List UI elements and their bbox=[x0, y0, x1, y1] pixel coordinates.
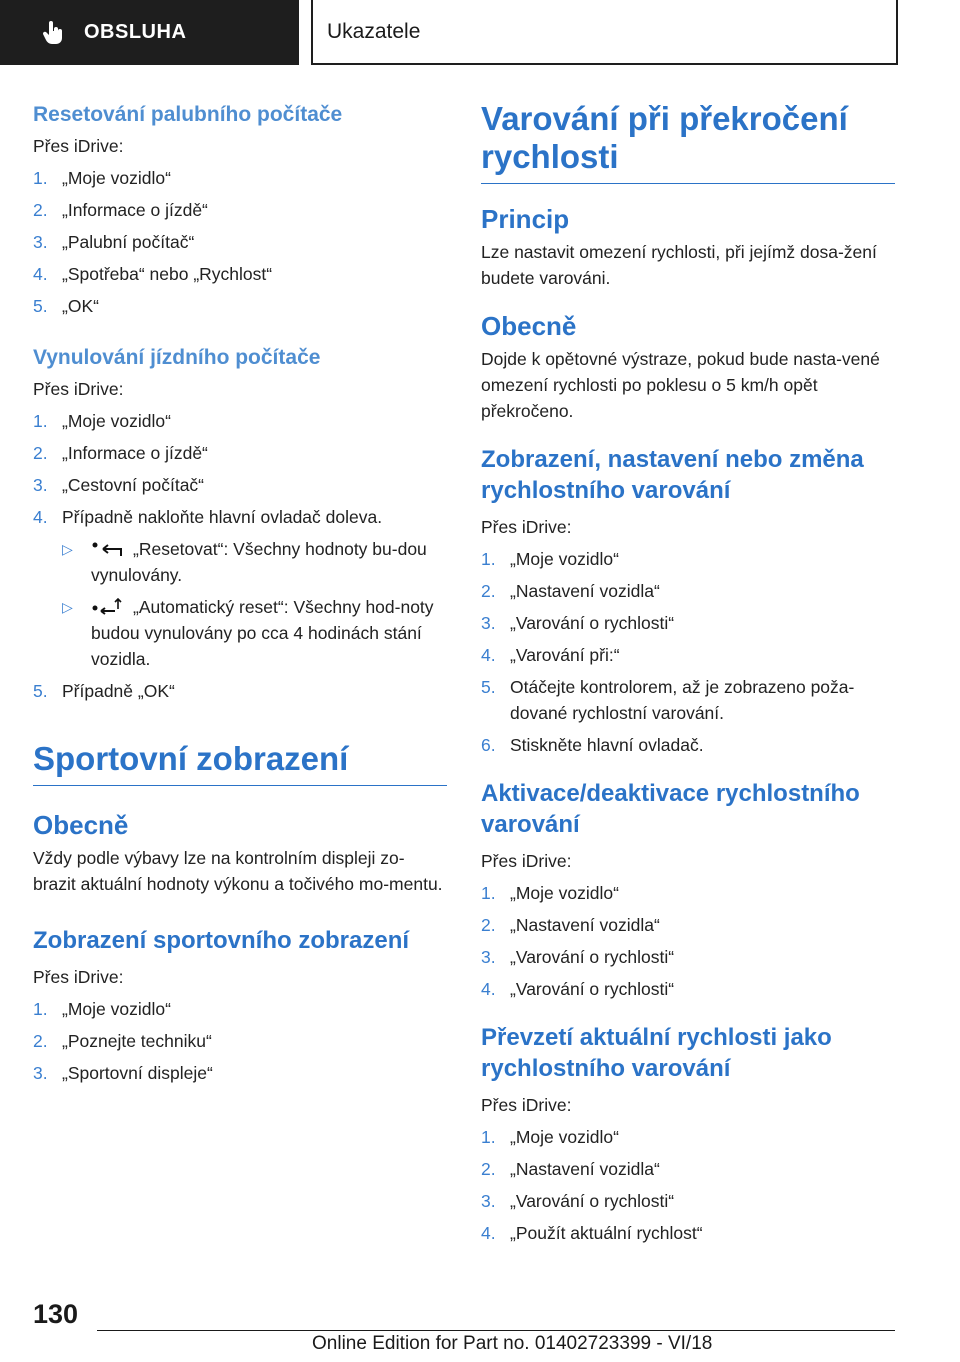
display-intro: Přes iDrive: bbox=[481, 517, 572, 537]
list-item: 3. „Cestovní počítač“ bbox=[33, 475, 204, 495]
sport-display-title: Zobrazení sportovního zobrazení bbox=[33, 927, 410, 954]
adopt-title: Převzetí aktuální rychlosti jako rychlostního varování bbox=[481, 1024, 832, 1082]
display-steps bbox=[481, 546, 895, 758]
sub-list-item: ▷ „Resetovat“: Všechny hodnoty bu‐dou vynulovány. bbox=[62, 539, 427, 585]
list-item: 3. „Palubní počítač“ bbox=[33, 232, 195, 252]
reset-computer-intro: Přes iDrive: bbox=[33, 136, 124, 156]
sport-title: Sportovní zobrazení bbox=[33, 740, 447, 786]
section-label: OBSLUHA bbox=[84, 21, 187, 43]
principle-text: Lze nastavit omezení rychlosti, při jejímž dosa‐žení budete varováni. bbox=[481, 242, 877, 288]
activate-steps bbox=[481, 880, 895, 1002]
reset-trip-intro: Přes iDrive: bbox=[33, 379, 124, 399]
display-title: Zobrazení, nastavení nebo změna rychlostního varování bbox=[481, 446, 864, 504]
reset-arrow-icon bbox=[91, 540, 125, 560]
reset-trip-steps bbox=[33, 408, 447, 704]
chapter-tab bbox=[311, 0, 898, 65]
section-tab bbox=[0, 0, 299, 65]
list-item: 2. „Poznejte techniku“ bbox=[33, 1031, 212, 1051]
list-item: 3. „Varování o rychlosti“ bbox=[481, 613, 675, 633]
list-item: 6. Stiskněte hlavní ovladač. bbox=[481, 735, 704, 755]
reset-trip-title: Vynulování jízdního počítače bbox=[33, 346, 321, 369]
activate-intro: Přes iDrive: bbox=[481, 851, 572, 871]
right-column bbox=[481, 100, 895, 1246]
sport-general-text: Vždy podle výbavy lze na kontrolním displeji zo‐brazit aktuální hodnoty výkonu a točivého mo‐mentu. bbox=[33, 848, 443, 894]
general-title: Obecně bbox=[481, 311, 577, 341]
list-item: 5. Otáčejte kontrolorem, až je zobrazeno poža‐dované rychlostní varování. bbox=[481, 677, 855, 723]
list-item: 2. „Informace o jízdě“ bbox=[33, 200, 208, 220]
hand-pointer-icon bbox=[40, 20, 66, 46]
list-item: 3. „Varování o rychlosti“ bbox=[481, 1191, 675, 1211]
list-item: 1. „Moje vozidlo“ bbox=[481, 883, 619, 903]
list-item: 3. „Sportovní displeje“ bbox=[33, 1063, 213, 1083]
reset-computer-steps bbox=[33, 165, 447, 319]
sport-steps bbox=[33, 996, 447, 1086]
auto-reset-icon bbox=[91, 598, 125, 618]
list-item: 5. Případně „OK“ bbox=[33, 681, 175, 701]
reset-trip-substeps bbox=[62, 536, 447, 672]
sport-intro: Přes iDrive: bbox=[33, 967, 124, 987]
list-item: 2. „Nastavení vozidla“ bbox=[481, 1159, 660, 1179]
footer-divider bbox=[97, 1330, 895, 1331]
adopt-steps bbox=[481, 1124, 895, 1246]
principle-title: Princip bbox=[481, 204, 570, 234]
list-item: 4. „Varování o rychlosti“ bbox=[481, 979, 675, 999]
sub-list-item: ▷ „Automatický reset“: Všechny hod‐noty budou vynulovány po cca 4 hodinách stání vozidla. bbox=[62, 597, 434, 669]
adopt-intro: Přes iDrive: bbox=[481, 1095, 572, 1115]
list-item: 4. „Spotřeba“ nebo „Rychlost“ bbox=[33, 264, 273, 284]
list-item: 4. Případně nakloňte hlavní ovladač doleva. ▷ „Resetovat“: Všechny hodnoty bu‐dou vynulovány. ▷ „Automatický reset“: Všechny hod‐noty budou vynulovány po cca 4 hodinách stání vozidla. bbox=[33, 504, 447, 672]
page-number: 130 bbox=[33, 1299, 79, 1329]
sport-general-title: Obecně bbox=[33, 810, 129, 840]
list-item: 1. „Moje vozidlo“ bbox=[33, 999, 171, 1019]
activate-title: Aktivace/deaktivace rychlostního varování bbox=[481, 780, 860, 838]
list-item: 4. „Použít aktuální rychlost“ bbox=[481, 1223, 703, 1243]
list-item: 1. „Moje vozidlo“ bbox=[481, 1127, 619, 1147]
list-item: 2. „Nastavení vozidla“ bbox=[481, 915, 660, 935]
list-item: 5. „OK“ bbox=[33, 296, 99, 316]
reset-computer-title: Resetování palubního počítače bbox=[33, 103, 343, 126]
chapter-label: Ukazatele bbox=[327, 19, 421, 43]
list-item: 1. „Moje vozidlo“ bbox=[481, 549, 619, 569]
list-item: 3. „Varování o rychlosti“ bbox=[481, 947, 675, 967]
left-column bbox=[33, 100, 447, 1086]
speed-warning-title: Varování při překročení rychlosti bbox=[481, 100, 895, 184]
general-text: Dojde k opětovné výstraze, pokud bude nasta‐vené omezení rychlosti po poklesu o 5 km/h opět překročeno. bbox=[481, 349, 880, 421]
list-item: 4. „Varování při:“ bbox=[481, 645, 620, 665]
list-item: 1. „Moje vozidlo“ bbox=[33, 411, 171, 431]
list-item: 2. „Informace o jízdě“ bbox=[33, 443, 208, 463]
list-item: 1. „Moje vozidlo“ bbox=[33, 168, 171, 188]
list-item: 2. „Nastavení vozidla“ bbox=[481, 581, 660, 601]
edition-note: Online Edition for Part no. 01402723399 - VI/18 bbox=[312, 1333, 713, 1354]
